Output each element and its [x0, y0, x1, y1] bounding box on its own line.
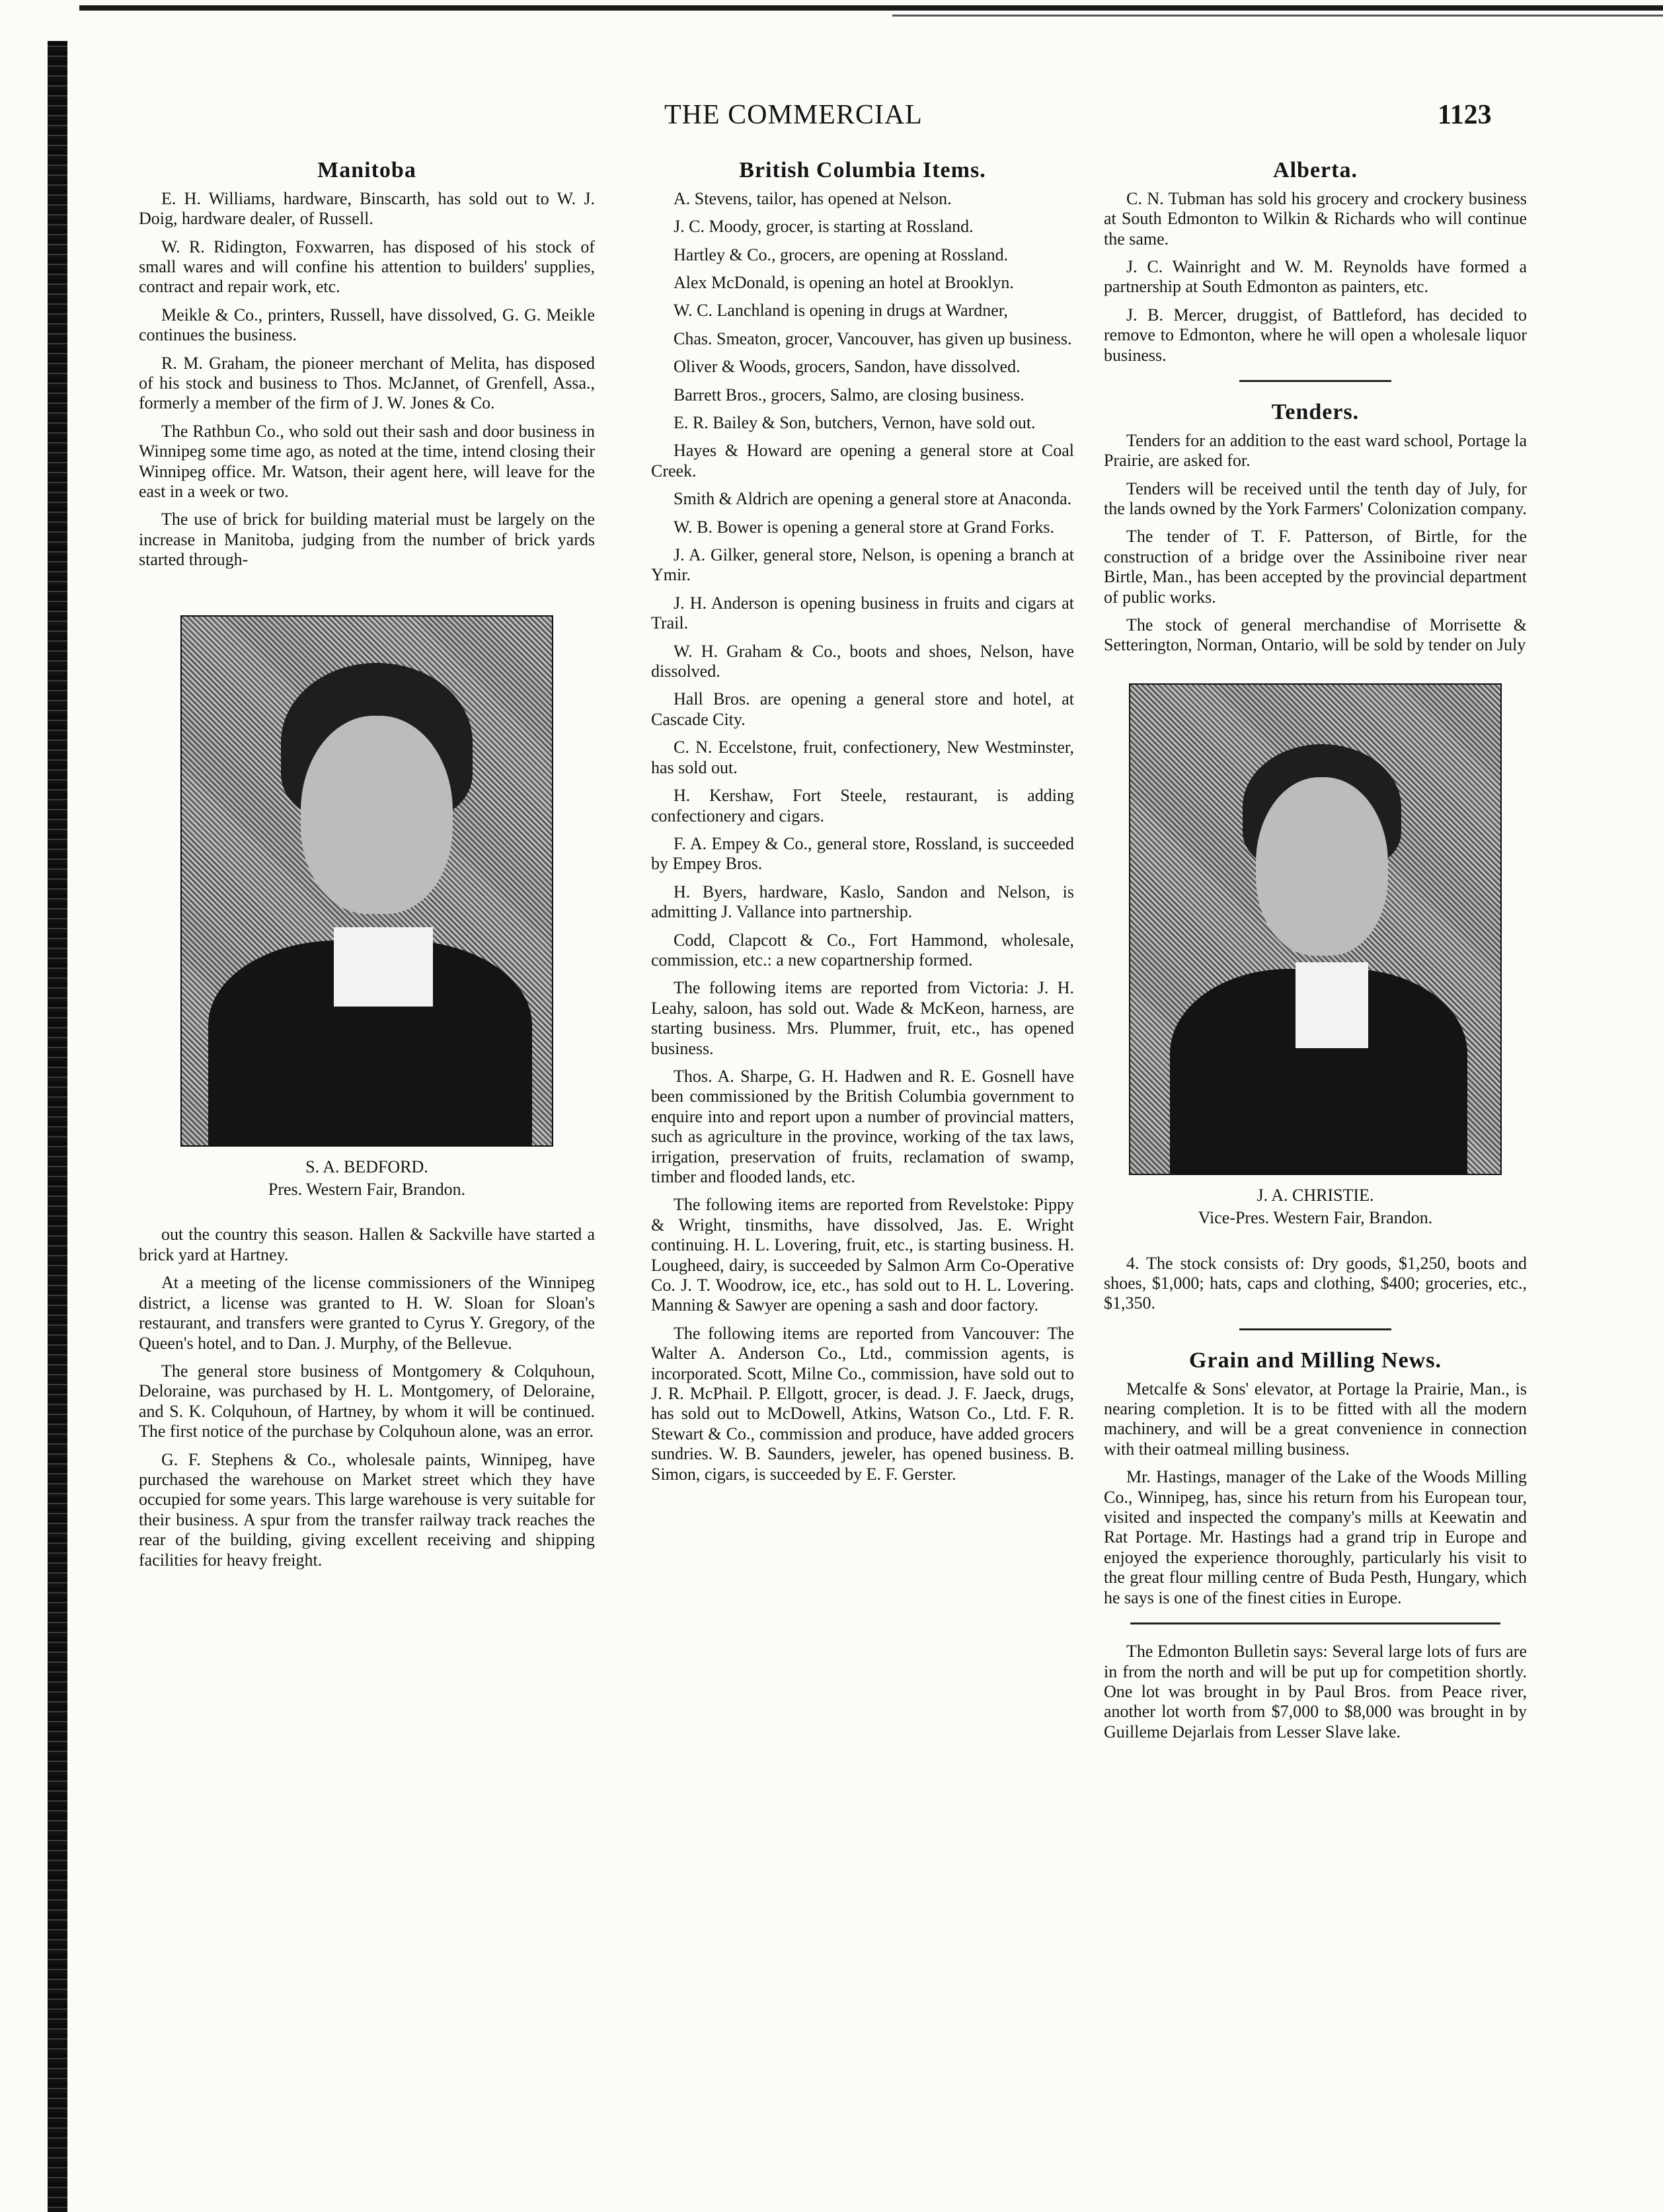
binding-edge: [48, 41, 67, 2212]
paragraph: H. Kershaw, Fort Steele, restaurant, is adding confectionery and cigars.: [651, 786, 1074, 825]
page-number: 1123: [1438, 100, 1492, 130]
paragraph: E. H. Williams, hardware, Binscarth, has sold out to W. J. Doig, hardware dealer, of Russell.: [139, 188, 595, 229]
top-border: [79, 5, 1663, 11]
paragraph: J. B. Mercer, druggist, of Battleford, has decided to remove to Edmonton, where he will open a wholesale liquor business.: [1104, 305, 1527, 365]
paragraph: The Rathbun Co., who sold out their sash and door business in Winnipeg some time ago, as noted at the time, intend closing their Winnipeg office. Mr. Watson, their agent here, will leave for the east in a week or two.: [139, 421, 595, 502]
paragraph: 4. The stock consists of: Dry goods, $1,250, boots and shoes, $1,000; hats, caps and clothing, $400; groceries, etc., $1,350.: [1104, 1253, 1527, 1313]
paragraph: J. H. Anderson is opening business in fruits and cigars at Trail.: [651, 593, 1074, 633]
paragraph: The Edmonton Bulletin says: Several large lots of furs are in from the north and will be put up for competition shortly. One lot was brought in by Paul Bros. from Peace river, another lot worth from $7,000 to $8,000 was brought in by Guilleme Dejarlais from Lesser Slave lake.: [1104, 1642, 1527, 1741]
paragraph: Oliver & Woods, grocers, Sandon, have dissolved.: [674, 357, 1021, 377]
paragraph: The use of brick for building material must be largely on the increase in Manitoba, judging from the number of brick yards started through-: [139, 510, 595, 570]
paragraph: C. N. Eccelstone, fruit, confectionery, New Westminster, has sold out.: [651, 738, 1074, 777]
paragraph: R. M. Graham, the pioneer merchant of Melita, has disposed of his stock and business to Thos. McJannet, of Grenfell, Assa., formerly a member of the firm of J. W. Jones & Co.: [139, 353, 595, 413]
paragraph: Meikle & Co., printers, Russell, have dissolved, G. G. Meikle continues the business.: [139, 305, 595, 345]
paragraph: Alex McDonald, is opening an hotel at Brooklyn.: [674, 272, 1014, 292]
column-2: [651, 157, 1074, 1492]
paragraph: J. C. Wainright and W. M. Reynolds have formed a partnership at South Edmonton as painters, etc.: [1104, 256, 1527, 297]
paragraph: Smith & Aldrich are opening a general store at Anaconda.: [674, 489, 1072, 509]
paragraph: H. Byers, hardware, Kaslo, Sandon and Nelson, is admitting J. Vallance into partnership.: [651, 882, 1074, 922]
paragraph: Tenders for an addition to the east ward school, Portage la Prairie, are asked for.: [1104, 430, 1527, 471]
section-divider: [1239, 380, 1391, 382]
paragraph: The following items are reported from Revelstoke: Pippy & Wright, tinsmiths, have dissolved, Jas. E. Wright continuing. H. L. Lovering, fruit, etc., is starting business. H. Lougheed, dairy, is succeeded by Salmon Arm Co-Operative Co. J. T. Woodrow, ice, etc., has sold out to H. L. Lovering. Manning & Sawyer are opening a sash and door factory.: [651, 1195, 1074, 1315]
portrait-photo-christie: [1129, 683, 1502, 1175]
photo-caption-title: Vice-Pres. Western Fair, Brandon.: [1198, 1208, 1433, 1228]
section-title-alberta: Alberta.: [1273, 158, 1358, 182]
paragraph: At a meeting of the license commissioners of the Winnipeg district, a license was granted to H. W. Sloan for Sloan's restaurant, and transfers were granted to Cyrus Y. Gregory, of the Queen's hotel, and to Dan. J. Murphy, of the Bellevue.: [139, 1273, 595, 1353]
column-1: [139, 157, 595, 1578]
column-3: [1104, 157, 1527, 1750]
paragraph: Codd, Clapcott & Co., Fort Hammond, wholesale, commission, etc.: a new copartnership formed.: [651, 930, 1074, 970]
paragraph: Tenders will be received until the tenth day of July, for the lands owned by the York Farmers' Colonization company.: [1104, 478, 1527, 518]
paragraph: out the country this season. Hallen & Sackville have started a brick yard at Hartney.: [139, 1225, 595, 1264]
paragraph: Hartley & Co., grocers, are opening at Rossland.: [674, 245, 1009, 264]
paragraph: W. C. Lanchland is opening in drugs at Wardner,: [674, 301, 1008, 321]
paragraph: G. F. Stephens & Co., wholesale paints, Winnipeg, have purchased the warehouse on Market street which they have occupied for some years. This large warehouse is very suitable for their business. A spur from the transfer railway track reaches the rear of the building, giving excellent receiving and shipping facilities for heavy freight.: [139, 1449, 595, 1570]
page-header: [0, 99, 1663, 139]
publication-title: THE COMMERCIAL: [664, 100, 923, 130]
photo-caption-name: J. A. CHRISTIE.: [1257, 1185, 1374, 1205]
paragraph: Hayes & Howard are opening a general store at Coal Creek.: [651, 441, 1074, 480]
paragraph: Chas. Smeaton, grocer, Vancouver, has given up business.: [674, 328, 1072, 348]
paragraph: The following items are reported from Vancouver: The Walter A. Anderson Co., Ltd., commission agents, is incorporated. Scott, Milne Co., commission, have sold out to J. R. McPhail. P. Ellgott, grocer, is dead. J. F. Jaeck, drugs, has sold out to McDowell, Atkins, Watson Co., Ltd. F. R. Stewart & Co., commission and produce, have added grocers sundries. W. B. Saunders, jeweler, has opened business. B. Simon, cigars, is succeeded by E. F. Gerster.: [651, 1323, 1074, 1484]
paragraph: C. N. Tubman has sold his grocery and crockery business at South Edmonton to Wilkin & Richards who will continue the same.: [1104, 188, 1527, 248]
photo-caption-title: Pres. Western Fair, Brandon.: [268, 1180, 466, 1200]
section-title-british-columbia: British Columbia Items.: [739, 158, 986, 182]
paragraph: E. R. Bailey & Son, butchers, Vernon, have sold out.: [674, 413, 1036, 433]
section-title-grain-milling: Grain and Milling News.: [1189, 1348, 1442, 1373]
section-divider: [1239, 1328, 1391, 1330]
paragraph: Thos. A. Sharpe, G. H. Hadwen and R. E. Gosnell have been commissioned by the British Columbia government to enquire into and report upon a number of provincial matters, such as agriculture in the province, working of the tax laws, irrigation, preservation of fruits, reclamation of swamp, timber and flooded lands, etc.: [651, 1066, 1074, 1187]
paragraph: The general store business of Montgomery & Colquhoun, Deloraine, was purchased by H. L. Montgomery, of Deloraine, and S. K. Colquhoun, of Hartney, by whom it will be continued. The first notice of the purchase by Colquhoun alone, was an error.: [139, 1361, 595, 1441]
paragraph: J. A. Gilker, general store, Nelson, is opening a branch at Ymir.: [651, 545, 1074, 585]
top-border-secondary: [892, 15, 1663, 17]
portrait-photo-bedford: [180, 615, 553, 1147]
section-title-manitoba: Manitoba: [317, 158, 416, 182]
paragraph: W. R. Ridington, Foxwarren, has disposed of his stock of small wares and will confine his attention to builders' supplies, contract and repair work, etc.: [139, 237, 595, 297]
paragraph: A. Stevens, tailor, has opened at Nelson.: [674, 188, 952, 208]
paragraph: W. H. Graham & Co., boots and shoes, Nelson, have dissolved.: [651, 641, 1074, 681]
section-title-tenders: Tenders.: [1271, 400, 1360, 425]
paragraph: The tender of T. F. Patterson, of Birtle, for the construction of a bridge over the Assiniboine river near Birtle, Man., has been accepted by the provincial department of public works.: [1104, 527, 1527, 607]
paragraph: J. C. Moody, grocer, is starting at Rossland.: [674, 217, 974, 237]
paragraph: Mr. Hastings, manager of the Lake of the Woods Milling Co., Winnipeg, has, since his return from his European tour, visited and inspected the company's mills at Keewatin and Rat Portage. Mr. Hastings had a grand trip in Europe and enjoyed the experience thoroughly, particularly his visit to the great flour milling centre of Buda Pesth, Hungary, which he says is one of the finest cities in Europe.: [1104, 1467, 1527, 1607]
paragraph: Barrett Bros., grocers, Salmo, are closing business.: [674, 385, 1025, 404]
photo-caption-name: S. A. BEDFORD.: [305, 1157, 428, 1176]
paragraph: Hall Bros. are opening a general store and hotel, at Cascade City.: [651, 689, 1074, 729]
section-divider: [1130, 1622, 1500, 1624]
paragraph: W. B. Bower is opening a general store at Grand Forks.: [674, 517, 1054, 537]
paragraph: F. A. Empey & Co., general store, Rossland, is succeeded by Empey Bros.: [651, 833, 1074, 874]
paragraph: The following items are reported from Victoria: J. H. Leahy, saloon, has sold out. Wade & McKeon, harness, are starting business. Mrs. Plummer, fruit, etc., has opened business.: [651, 978, 1074, 1058]
paragraph: Metcalfe & Sons' elevator, at Portage la Prairie, Man., is nearing completion. It is to be fitted with all the modern machinery, and will be a great convenience in connection with their oatmeal milling business.: [1104, 1379, 1527, 1459]
paragraph: The stock of general merchandise of Morrisette & Setterington, Norman, Ontario, will be sold by tender on July: [1104, 615, 1527, 655]
